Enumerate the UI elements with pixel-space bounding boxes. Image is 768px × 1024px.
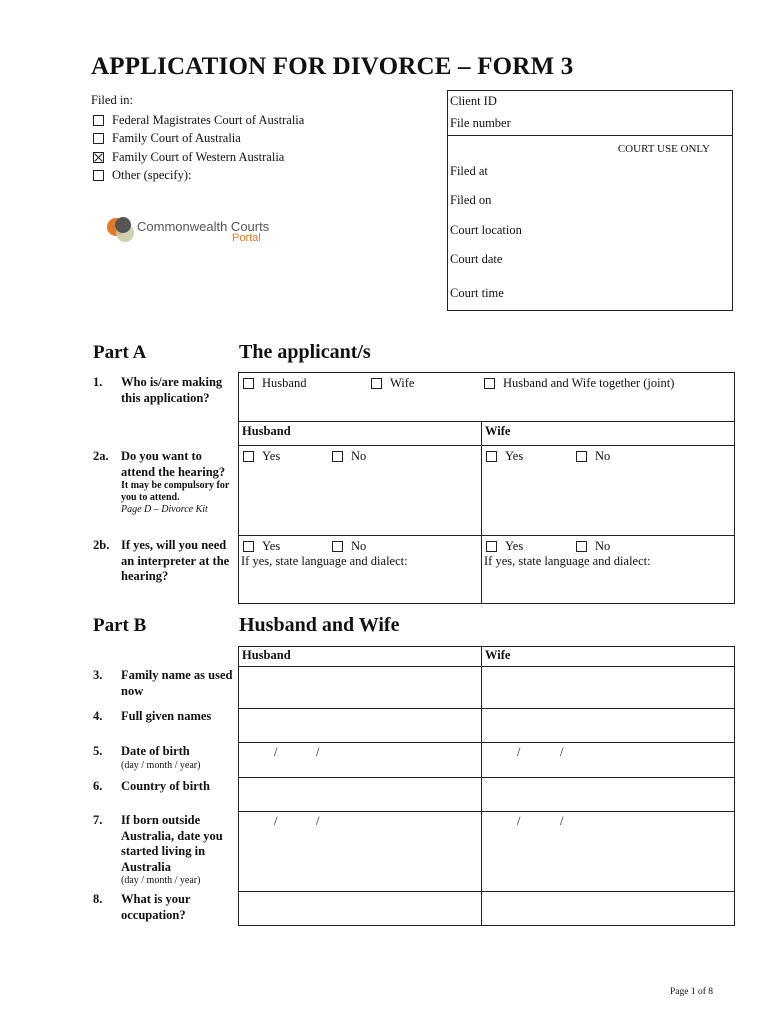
part-a-table	[238, 372, 735, 604]
date-separator: /	[316, 814, 320, 828]
checkbox[interactable]	[93, 170, 104, 181]
date-separator: /	[560, 745, 564, 759]
commonwealth-courts-logo	[104, 212, 274, 247]
checkbox[interactable]	[243, 378, 254, 389]
q2a-wife-yes[interactable]: Yes	[486, 449, 523, 464]
part-a-heading: The applicant/s	[239, 341, 371, 363]
checkbox[interactable]	[243, 451, 254, 462]
q1-number: 1.	[93, 375, 103, 389]
checkbox[interactable]	[486, 451, 497, 462]
q1-options	[239, 373, 735, 422]
checkbox[interactable]	[332, 541, 343, 552]
q8-husband-field[interactable]	[239, 892, 482, 926]
filed-at-label: Filed at	[450, 164, 488, 178]
q2b-wife-cell	[482, 536, 735, 604]
filed-on-label: Filed on	[450, 193, 492, 207]
q2a-text: Do you want to attend the hearing?	[121, 449, 226, 479]
logo-circles-icon	[104, 212, 140, 246]
q2a-note: It may be compulsory for you to attend.	[121, 480, 230, 503]
logo-name: Commonwealth Courts	[137, 219, 270, 234]
q5-wife-field[interactable]	[482, 743, 735, 778]
q5-number: 5.	[93, 744, 103, 758]
col-husband-header: Husband	[239, 422, 482, 446]
col-husband-header: Husband	[239, 647, 482, 667]
q6-wife-field[interactable]	[482, 778, 735, 812]
q3-wife-field[interactable]	[482, 667, 735, 709]
court-location-label: Court location	[450, 223, 522, 237]
checkbox[interactable]	[576, 451, 587, 462]
q2a-husband-yes[interactable]: Yes	[243, 449, 280, 464]
q1-option-wife[interactable]: Wife	[371, 376, 414, 391]
q8-wife-field[interactable]	[482, 892, 735, 926]
q2b-husband-yes[interactable]: Yes	[243, 539, 280, 554]
q4-text: Full given names	[121, 709, 212, 723]
date-separator: /	[274, 745, 278, 759]
filed-option-fmca[interactable]: Federal Magistrates Court of Australia	[93, 113, 304, 128]
q7-number: 7.	[93, 813, 103, 827]
q1-option-joint[interactable]: Husband and Wife together (joint)	[484, 376, 674, 391]
q2b-husband-language-label: If yes, state language and dialect:	[241, 554, 408, 568]
part-b-heading: Husband and Wife	[239, 614, 400, 636]
q3-husband-field[interactable]	[239, 667, 482, 709]
checkbox[interactable]	[93, 133, 104, 144]
court-use-only-label: COURT USE ONLY	[617, 143, 710, 155]
part-a-label: Part A	[93, 342, 147, 363]
q2a-wife-cell	[482, 446, 735, 536]
q4-wife-field[interactable]	[482, 709, 735, 743]
q5-note: (day / month / year)	[121, 759, 201, 771]
part-b-label: Part B	[93, 615, 147, 636]
q5-husband-field[interactable]	[239, 743, 482, 778]
q4-number: 4.	[93, 709, 103, 723]
logo-sub: Portal	[232, 232, 261, 244]
q6-text: Country of birth	[121, 779, 210, 793]
q3-number: 3.	[93, 668, 103, 682]
q6-husband-field[interactable]	[239, 778, 482, 812]
q7-block	[121, 813, 236, 887]
part-b-table	[238, 646, 735, 926]
q5-block	[121, 744, 236, 772]
filed-in-label: Filed in:	[91, 93, 134, 107]
date-separator: /	[517, 814, 521, 828]
court-use-box	[447, 90, 733, 311]
date-separator: /	[560, 814, 564, 828]
court-time-label: Court time	[450, 286, 504, 300]
q7-wife-field[interactable]	[482, 812, 735, 892]
q2b-wife-yes[interactable]: Yes	[486, 539, 523, 554]
q7-husband-field[interactable]	[239, 812, 482, 892]
checkbox[interactable]	[93, 115, 104, 126]
q2a-husband-no[interactable]: No	[332, 449, 366, 464]
file-number-label: File number	[450, 116, 511, 130]
filed-option-fca[interactable]: Family Court of Australia	[93, 131, 241, 146]
q8-number: 8.	[93, 892, 103, 906]
q2a-number: 2a.	[93, 449, 109, 463]
checkbox[interactable]	[371, 378, 382, 389]
date-separator: /	[274, 814, 278, 828]
q2b-wife-language-label: If yes, state language and dialect:	[484, 554, 651, 568]
court-date-label: Court date	[450, 252, 503, 266]
q7-text: If born outside Australia, date you started living in Australia	[121, 813, 223, 874]
checkbox[interactable]	[486, 541, 497, 552]
q6-number: 6.	[93, 779, 103, 793]
q1-option-husband[interactable]: Husband	[243, 376, 306, 391]
client-id-label: Client ID	[450, 94, 497, 108]
checkbox[interactable]	[332, 451, 343, 462]
form-title: APPLICATION FOR DIVORCE – FORM 3	[91, 53, 574, 80]
q2b-text: If yes, will you need an interpreter at the hearing?	[121, 538, 230, 583]
checkbox[interactable]	[243, 541, 254, 552]
q2b-number: 2b.	[93, 538, 110, 552]
col-wife-header: Wife	[482, 647, 735, 667]
checkbox[interactable]	[484, 378, 495, 389]
checkbox[interactable]	[576, 541, 587, 552]
q2a-husband-cell	[239, 446, 482, 536]
q2a-ref: Page D – Divorce Kit	[121, 504, 208, 515]
q5-text: Date of birth	[121, 744, 190, 758]
date-separator: /	[517, 745, 521, 759]
q8-text: What is your occupation?	[121, 892, 191, 922]
q2b-husband-cell	[239, 536, 482, 604]
q4-husband-field[interactable]	[239, 709, 482, 743]
q2b-husband-no[interactable]: No	[332, 539, 366, 554]
page-number: Page 1 of 8	[669, 987, 713, 997]
q2a-block	[121, 449, 236, 516]
q7-note: (day / month / year)	[121, 875, 201, 886]
q3-text: Family name as used now	[121, 668, 233, 698]
filed-option-fcwa[interactable]: Family Court of Western Australia	[93, 150, 284, 165]
col-wife-header: Wife	[482, 422, 735, 446]
q2b-wife-no[interactable]: No	[576, 539, 610, 554]
checkbox-checked[interactable]	[93, 152, 104, 163]
q2a-wife-no[interactable]: No	[576, 449, 610, 464]
date-separator: /	[316, 745, 320, 759]
q1-text: Who is/are making this application?	[121, 375, 223, 405]
divider	[448, 135, 732, 136]
filed-option-other[interactable]: Other (specify):	[93, 168, 191, 183]
